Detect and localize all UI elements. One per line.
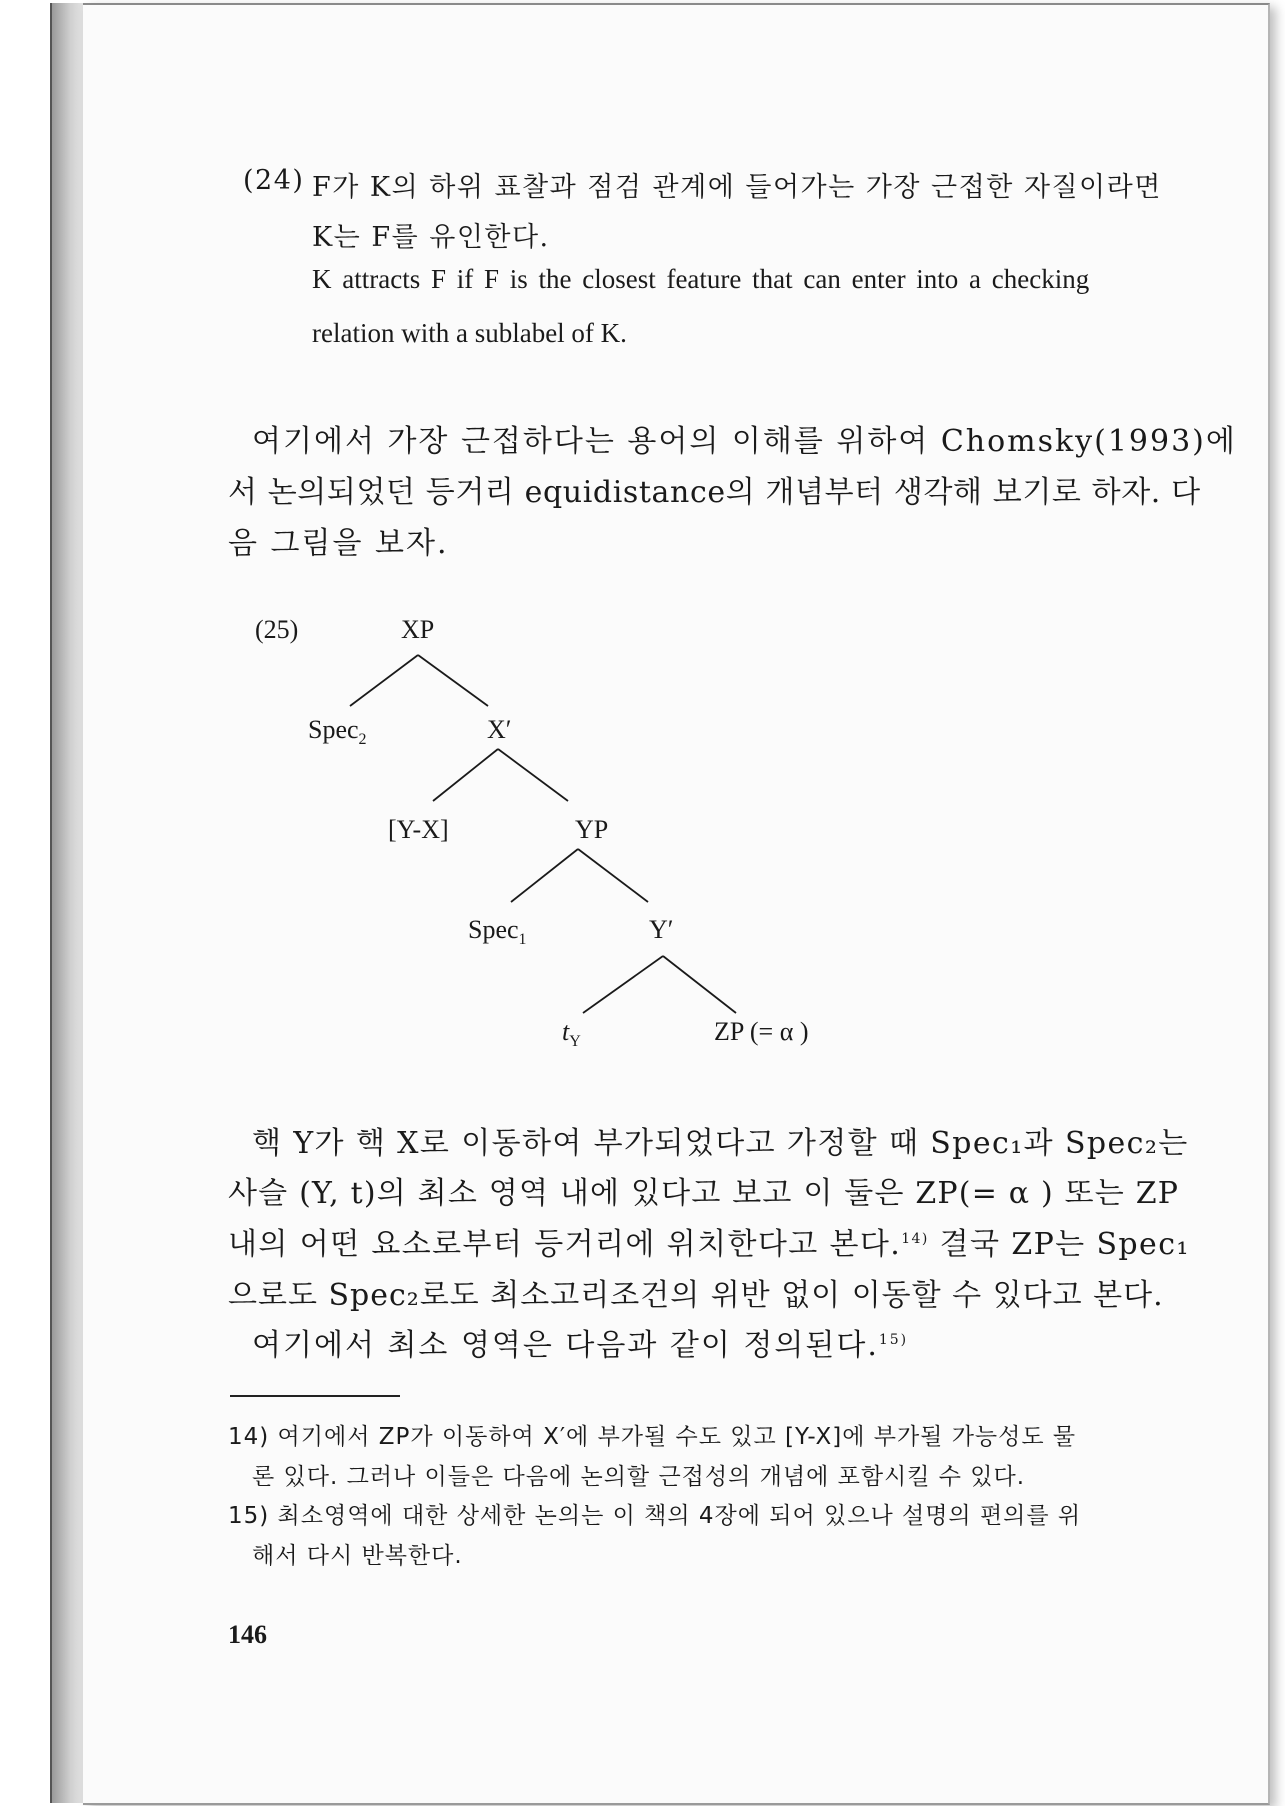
- example-number: (24): [243, 165, 305, 196]
- paragraph-2-line-3: 내의 어떤 요소로부터 등거리에 위치한다고 본다.$^{14)}$ 결국 ZP는 Spec₁: [228, 1227, 1190, 1262]
- footnote-divider: [230, 1395, 400, 1397]
- footnote-ref-15: 15): [878, 1332, 909, 1348]
- paragraph-1-line-2: 서 논의되었던 등거리 equidistance의 개념부터 생각해 보기로 하자. 다: [228, 475, 1201, 510]
- branch-yp-spec1: [511, 849, 578, 902]
- paragraph-1-line-1: 여기에서 가장 근접하다는 용어의 이해를 위하여 Chomsky(1993)에: [252, 424, 1237, 459]
- paragraph-2-line-4: 으로도 Spec₂로도 최소고리조건의 위반 없이 이동할 수 있다고 본다.: [228, 1278, 1164, 1313]
- tree-example-number: (25): [255, 615, 299, 644]
- footnote-15-line-2: 해서 다시 반복한다.: [252, 1543, 463, 1569]
- page-number: 146: [228, 1620, 267, 1649]
- example-korean-line-1: F가 K의 하위 표찰과 점검 관계에 들어가는 가장 근접한 자질이라면: [312, 172, 1162, 203]
- paragraph-1-line-3: 음 그림을 보자.: [228, 526, 449, 561]
- node-yp: YP: [575, 815, 609, 844]
- example-english-line-2: relation with a sublabel of K.: [312, 318, 627, 348]
- branch-xp-xbar: [418, 655, 488, 706]
- branch-xp-spec2: [350, 655, 418, 706]
- paragraph-2-line-1: 핵 Y가 핵 X로 이동하여 부가되었다고 가정할 때 Spec₁과 Spec₂는: [252, 1126, 1189, 1161]
- paragraph-2-line-5: 여기에서 최소 영역은 다음과 같이 정의된다.$^{15)}$: [252, 1328, 909, 1363]
- node-y-x: [Y-X]: [388, 815, 449, 844]
- node-xbar: X′: [487, 715, 512, 744]
- example-korean-line-2: K는 F를 유인한다.: [312, 222, 550, 253]
- branch-yp-ybar: [578, 849, 648, 902]
- node-zp: ZP (= α ): [714, 1017, 809, 1046]
- branch-xbar-yp: [498, 749, 568, 801]
- node-spec1: Spec$_1$: [468, 915, 527, 949]
- branch-ybar-zp: [663, 956, 736, 1013]
- node-xp: XP: [401, 615, 435, 644]
- branch-ybar-ty: [583, 956, 663, 1013]
- footnote-15-line-1: 15) 최소영역에 대한 상세한 논의는 이 책의 4장에 되어 있으나 설명의 편의를 위: [228, 1503, 1082, 1529]
- footnote-14-line-1: 14) 여기에서 ZP가 이동하여 X′에 부가될 수도 있고 [Y-X]에 부가될 가능성도 물: [228, 1424, 1077, 1450]
- node-spec2: Spec$_2$: [308, 715, 367, 749]
- footnote-14-line-2: 론 있다. 그러나 이들은 다음에 논의할 근접성의 개념에 포함시킬 수 있다.: [252, 1464, 1026, 1490]
- example-english-line-1: K attracts F if F is the closest feature that can enter into a checking: [312, 264, 1090, 294]
- node-trace-y: $t_Y$: [562, 1017, 581, 1051]
- paragraph-2-line-2: 사슬 (Y, t)의 최소 영역 내에 있다고 보고 이 둘은 ZP(= α ) 또는 ZP: [228, 1176, 1180, 1211]
- branch-xbar-yx: [433, 749, 498, 801]
- footnote-ref-14: 14): [901, 1231, 929, 1247]
- node-ybar: Y′: [649, 915, 674, 944]
